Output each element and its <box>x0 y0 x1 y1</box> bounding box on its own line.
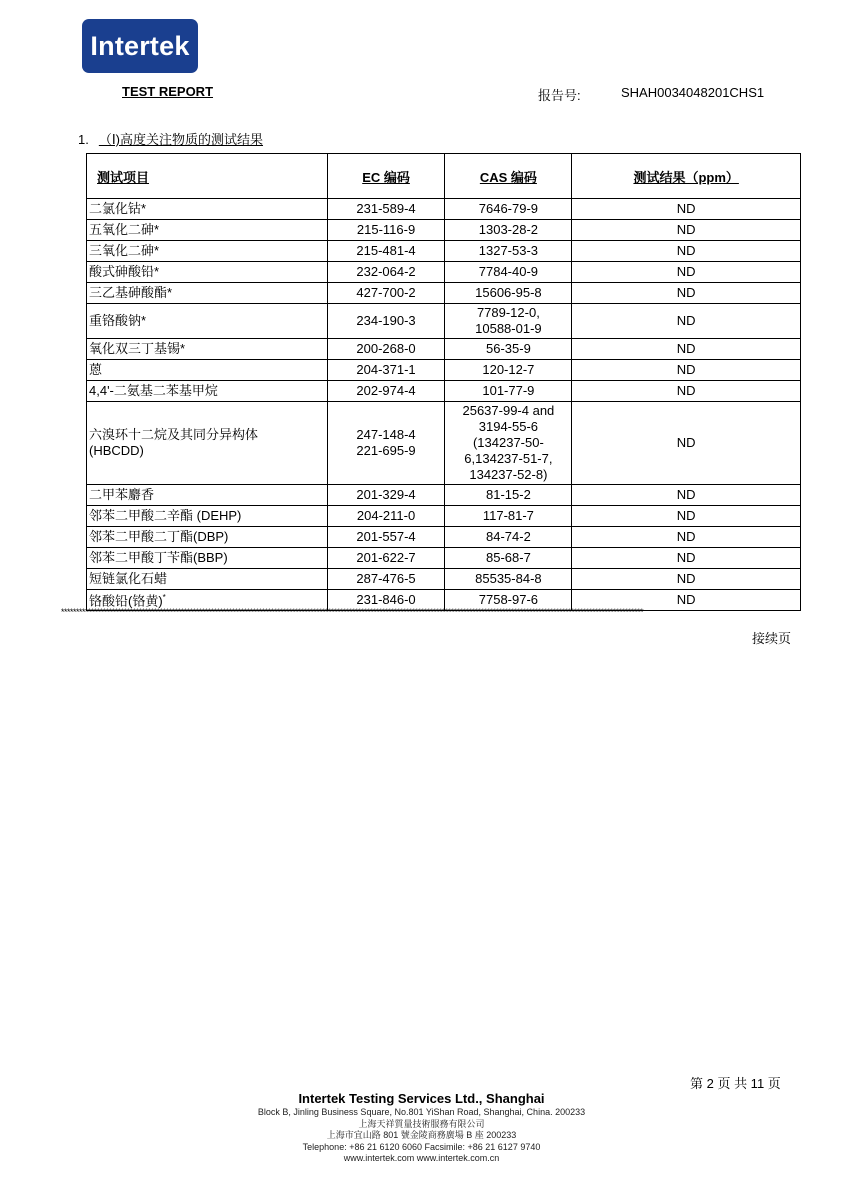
cell-result: ND <box>572 360 801 381</box>
cell-result: ND <box>572 241 801 262</box>
header-ec-number: EC 编码 <box>327 154 445 199</box>
table-row <box>87 381 801 402</box>
cell-result: ND <box>572 402 801 485</box>
table-row <box>87 262 801 283</box>
table-row <box>87 569 801 590</box>
cell-item: 二甲苯麝香 <box>87 485 328 506</box>
table-row <box>87 485 801 506</box>
header-result: 测试结果（ppm） <box>572 154 801 199</box>
cell-ec <box>327 402 445 485</box>
cell-cas: 56-35-9 <box>445 339 572 360</box>
cas-line: 134237-52-8) <box>469 467 548 482</box>
cell-item: 三氧化二砷* <box>87 241 328 262</box>
cell-cas: 84-74-2 <box>445 527 572 548</box>
cas-line: 3194-55-6 <box>478 419 539 434</box>
cell-result: ND <box>572 548 801 569</box>
item-line: (HBCDD) <box>89 443 144 458</box>
cell-cas: 7646-79-9 <box>445 199 572 220</box>
asterisk-separator: ************************************************************************************************************************************************************************************************** <box>60 608 643 618</box>
cell-result: ND <box>572 304 801 339</box>
cell-ec: 204-211-0 <box>327 506 445 527</box>
cell-cas <box>445 402 572 485</box>
footer-phone: Telephone: +86 21 6120 6060 Facsimile: +86 21 6127 9740 <box>302 1141 541 1152</box>
cell-item <box>87 402 328 485</box>
ec-line: 221-695-9 <box>356 443 416 458</box>
table-row <box>87 402 801 485</box>
footer-address-cn: 上海市宜山路 801 號金陵商務廣場 B 座 200233 <box>326 1130 517 1140</box>
page-number: 第 2 页 共 11 页 <box>690 1076 781 1091</box>
header-test-item: 测试项目 <box>87 154 328 199</box>
cell-result: ND <box>572 339 801 360</box>
footer-web: www.intertek.com www.intertek.com.cn <box>343 1153 500 1163</box>
table-row <box>87 199 801 220</box>
cell-item: 蒽 <box>87 360 328 381</box>
table-row <box>87 220 801 241</box>
cas-line: 25637-99-4 and <box>462 403 555 418</box>
item-text: 铬酸铅(铬黄) <box>89 593 163 609</box>
footer-company-cn: 上海天祥質量技術服務有限公司 <box>358 1118 485 1129</box>
cell-result: ND <box>572 527 801 548</box>
cell-cas: 117-81-7 <box>445 506 572 527</box>
cell-cas: 1327-53-3 <box>445 241 572 262</box>
footer-company: Intertek Testing Services Ltd., Shanghai <box>298 1091 545 1106</box>
cell-item: 酸式砷酸铅* <box>87 262 328 283</box>
item-footnote-mark: * <box>162 593 166 603</box>
cell-cas: 101-77-9 <box>445 381 572 402</box>
cell-ec: 204-371-1 <box>327 360 445 381</box>
section-heading <box>78 129 263 148</box>
cell-cas: 120-12-7 <box>445 360 572 381</box>
report-number-label: 报告号: <box>538 88 581 103</box>
cell-cas: 85535-84-8 <box>445 569 572 590</box>
table-row <box>87 339 801 360</box>
cas-line: 6,134237-51-7, <box>464 451 553 466</box>
cell-result: ND <box>572 485 801 506</box>
cas-line: (134237-50- <box>472 435 544 450</box>
cell-result: ND <box>572 262 801 283</box>
cell-item: 氧化双三丁基锡* <box>87 339 328 360</box>
cell-item: 短链氯化石蜡 <box>87 569 328 590</box>
cell-item: 重铬酸钠* <box>87 304 328 339</box>
cell-ec: 201-557-4 <box>327 527 445 548</box>
ec-line: 247-148-4 <box>356 427 416 442</box>
item-line: 六溴环十二烷及其同分异构体 <box>89 427 259 442</box>
cell-cas: 85-68-7 <box>445 548 572 569</box>
results-table <box>86 153 801 611</box>
cell-cas: 81-15-2 <box>445 485 572 506</box>
cell-ec: 201-329-4 <box>327 485 445 506</box>
table-row <box>87 360 801 381</box>
cell-item: 邻苯二甲酸二丁酯(DBP) <box>87 527 328 548</box>
table-row <box>87 283 801 304</box>
header-cas-number: CAS 编码 <box>445 154 572 199</box>
cell-result: ND <box>572 506 801 527</box>
cell-cas: 7758-97-6 <box>445 590 572 611</box>
cell-cas: 7784-40-9 <box>445 262 572 283</box>
table-row <box>87 241 801 262</box>
cell-item: 二氯化钴* <box>87 199 328 220</box>
cell-item: 邻苯二甲酸二辛酯 (DEHP) <box>87 506 328 527</box>
intertek-logo: Intertek <box>82 19 198 73</box>
cell-ec: 215-481-4 <box>327 241 445 262</box>
section-number: 1. <box>78 132 89 147</box>
footer <box>0 1091 843 1165</box>
cell-ec: 200-268-0 <box>327 339 445 360</box>
table-row <box>87 548 801 569</box>
cell-ec: 201-622-7 <box>327 548 445 569</box>
cell-result: ND <box>572 199 801 220</box>
cas-line: 7789-12-0, <box>476 305 540 320</box>
report-number: SHAH0034048201CHS1 <box>621 85 765 100</box>
footer-address-en: Block B, Jinling Business Square, No.801 YiShan Road, Shanghai, China. 200233 <box>257 1107 586 1117</box>
section-title: （Ⅰ)高度关注物质的测试结果 <box>98 132 264 147</box>
table-row <box>87 506 801 527</box>
table-row <box>87 304 801 339</box>
cell-result: ND <box>572 569 801 590</box>
cell-ec: 234-190-3 <box>327 304 445 339</box>
cell-cas <box>445 304 572 339</box>
cell-item: 五氧化二砷* <box>87 220 328 241</box>
cell-ec: 287-476-5 <box>327 569 445 590</box>
cell-item: 三乙基砷酸酯* <box>87 283 328 304</box>
cell-cas: 1303-28-2 <box>445 220 572 241</box>
cell-result: ND <box>572 220 801 241</box>
report-title: TEST REPORT <box>122 84 214 99</box>
cell-result: ND <box>572 283 801 304</box>
cell-ec: 427-700-2 <box>327 283 445 304</box>
cell-item: 邻苯二甲酸丁苄酯(BBP) <box>87 548 328 569</box>
table-header-row <box>87 154 801 199</box>
cell-ec: 215-116-9 <box>327 220 445 241</box>
cell-result: ND <box>572 381 801 402</box>
cell-result: ND <box>572 590 801 611</box>
cell-ec: 231-589-4 <box>327 199 445 220</box>
cell-cas: 15606-95-8 <box>445 283 572 304</box>
cell-item: 4,4'-二氨基二苯基甲烷 <box>87 381 328 402</box>
cas-line: 10588-01-9 <box>475 321 542 336</box>
continued-note: 接续页 <box>752 631 792 646</box>
table-row <box>87 527 801 548</box>
cell-ec: 231-846-0 <box>327 590 445 611</box>
cell-ec: 202-974-4 <box>327 381 445 402</box>
cell-ec: 232-064-2 <box>327 262 445 283</box>
